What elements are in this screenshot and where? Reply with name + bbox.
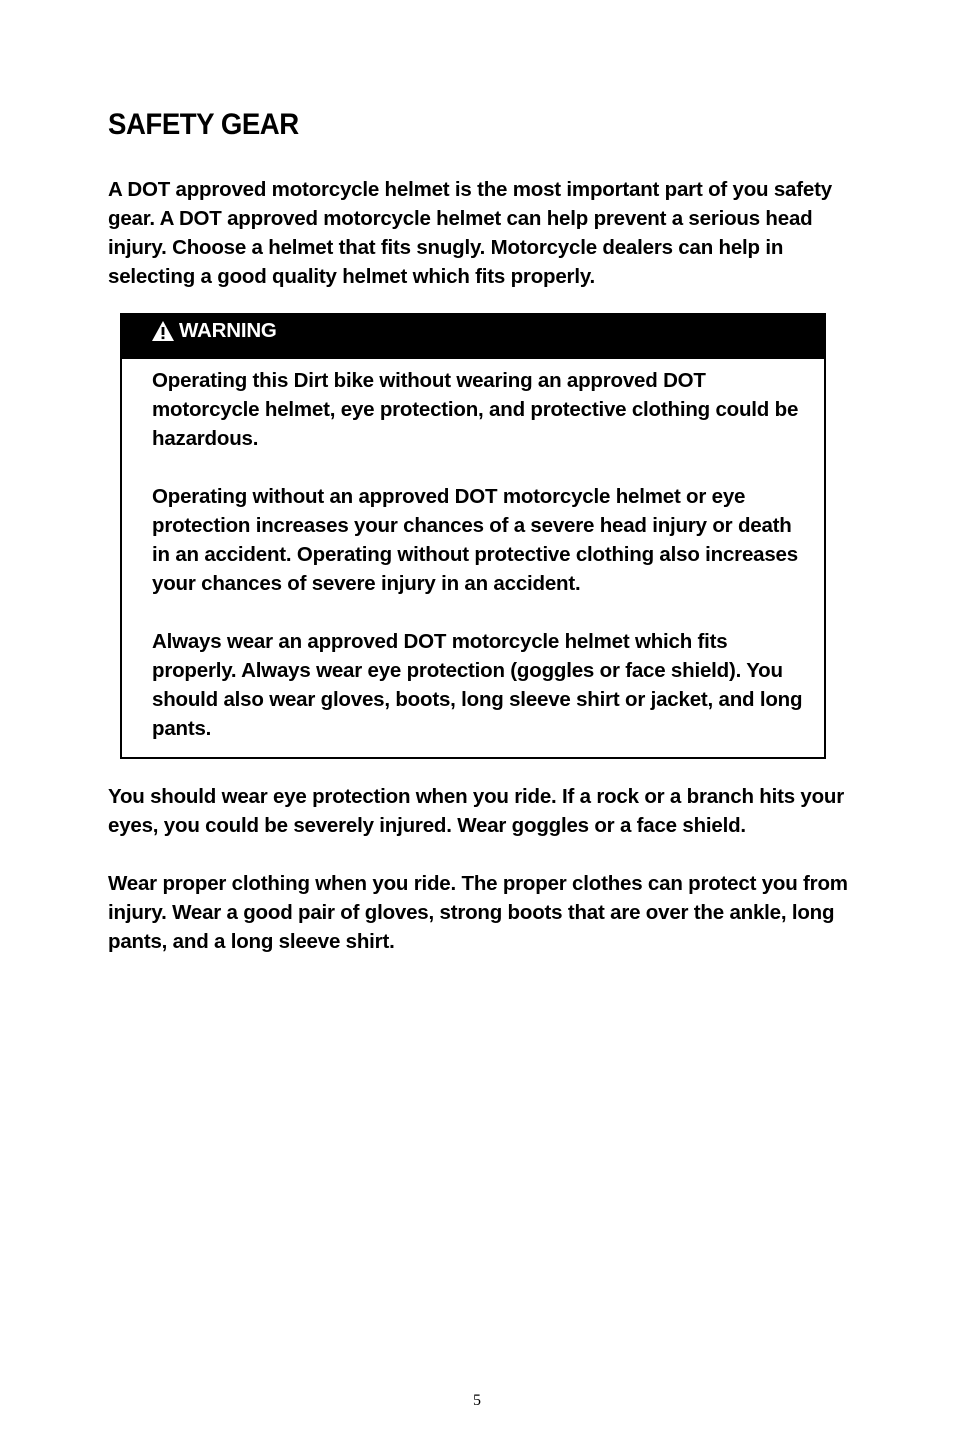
warning-title: WARNING [179, 319, 277, 342]
clothing-paragraph: Wear proper clothing when you ride. The proper clothes can protect you from injury. Wear a good pair of gloves, strong boots that are over the ankle, long pants, and a long sleeve shirt. [108, 872, 848, 953]
page-title: SAFETY GEAR [108, 108, 299, 141]
page-number: 5 [473, 1392, 481, 1409]
warning-paragraph: Operating without an approved DOT motorcycle helmet or eye protection increases your chances of a severe head injury or death in an accident. Operating without protective clothing also increases your chances of severe injury in an accident. [152, 485, 798, 595]
intro-paragraph: A DOT approved motorcycle helmet is the most important part of you safety gear. A DOT approved motorcycle helmet can help prevent a serious head injury. Choose a helmet that fits snugly. Motorcycle dealers can help in selecting a good quality helmet which fits properly. [108, 178, 832, 288]
warning-paragraph: Operating this Dirt bike without wearing an approved DOT motorcycle helmet, eye protection, and protective clothing could be hazardous. [152, 369, 799, 450]
warning-paragraph: Always wear an approved DOT motorcycle helmet which fits properly. Always wear eye protection (goggles or face shield). You should also wear gloves, boots, long sleeve shirt or jacket, and long pants. [152, 630, 803, 740]
warning-header [122, 315, 824, 359]
eye-protection-paragraph: You should wear eye protection when you ride. If a rock or a branch hits your eyes, you could be severely injured. Wear goggles or a face shield. [108, 785, 845, 837]
warning-triangle-icon [152, 321, 174, 341]
warning-box [120, 313, 826, 759]
